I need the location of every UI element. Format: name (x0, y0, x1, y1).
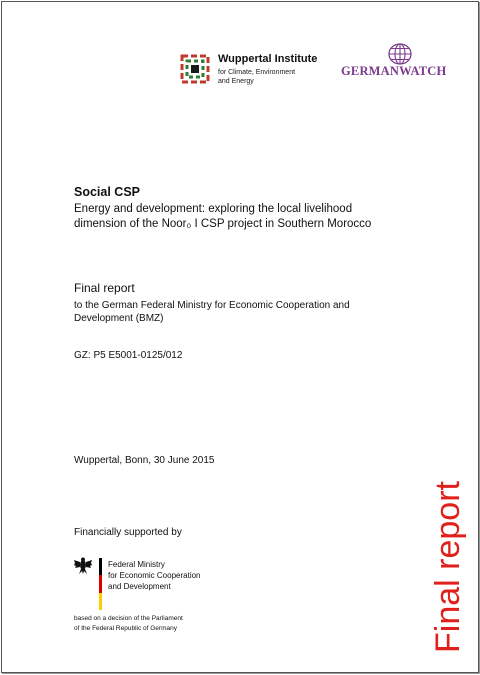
flag-black (99, 558, 102, 575)
report-heading: Final report (74, 281, 135, 295)
final-report-banner: Final report (429, 481, 467, 653)
place-date: Wuppertal, Bonn, 30 June 2015 (74, 455, 215, 466)
flag-gold (99, 593, 102, 610)
germanwatch-logo-text: GERMANWATCH (341, 64, 447, 78)
document-subtitle: Energy and development: exploring the local livelihood dimension of the Noor₀ I CSP project in Southern Morocco (74, 203, 372, 230)
document-title: Social CSP (74, 185, 140, 199)
wuppertal-institute-subtitle: for Climate, Environment and Energy (218, 69, 296, 85)
report-reference: GZ: P5 E5001-0125/012 (74, 350, 183, 361)
eagle-icon (73, 556, 93, 576)
wuppertal-institute-name: Wuppertal Institute (218, 53, 318, 65)
globe-icon (382, 42, 418, 66)
report-cover (1, 1, 479, 673)
parliament-decision-note: based on a decision of the Parliament of the Federal Republic of Germany (74, 615, 183, 632)
german-flag-stripe (99, 558, 102, 610)
report-recipient: to the German Federal Ministry for Economic Cooperation and Development (BMZ) (74, 300, 350, 324)
ministry-name: Federal Ministry for Economic Cooperation and Development (108, 560, 201, 591)
support-label: Financially supported by (74, 527, 182, 538)
flag-red (99, 575, 102, 592)
wuppertal-logo-icon (180, 54, 210, 84)
